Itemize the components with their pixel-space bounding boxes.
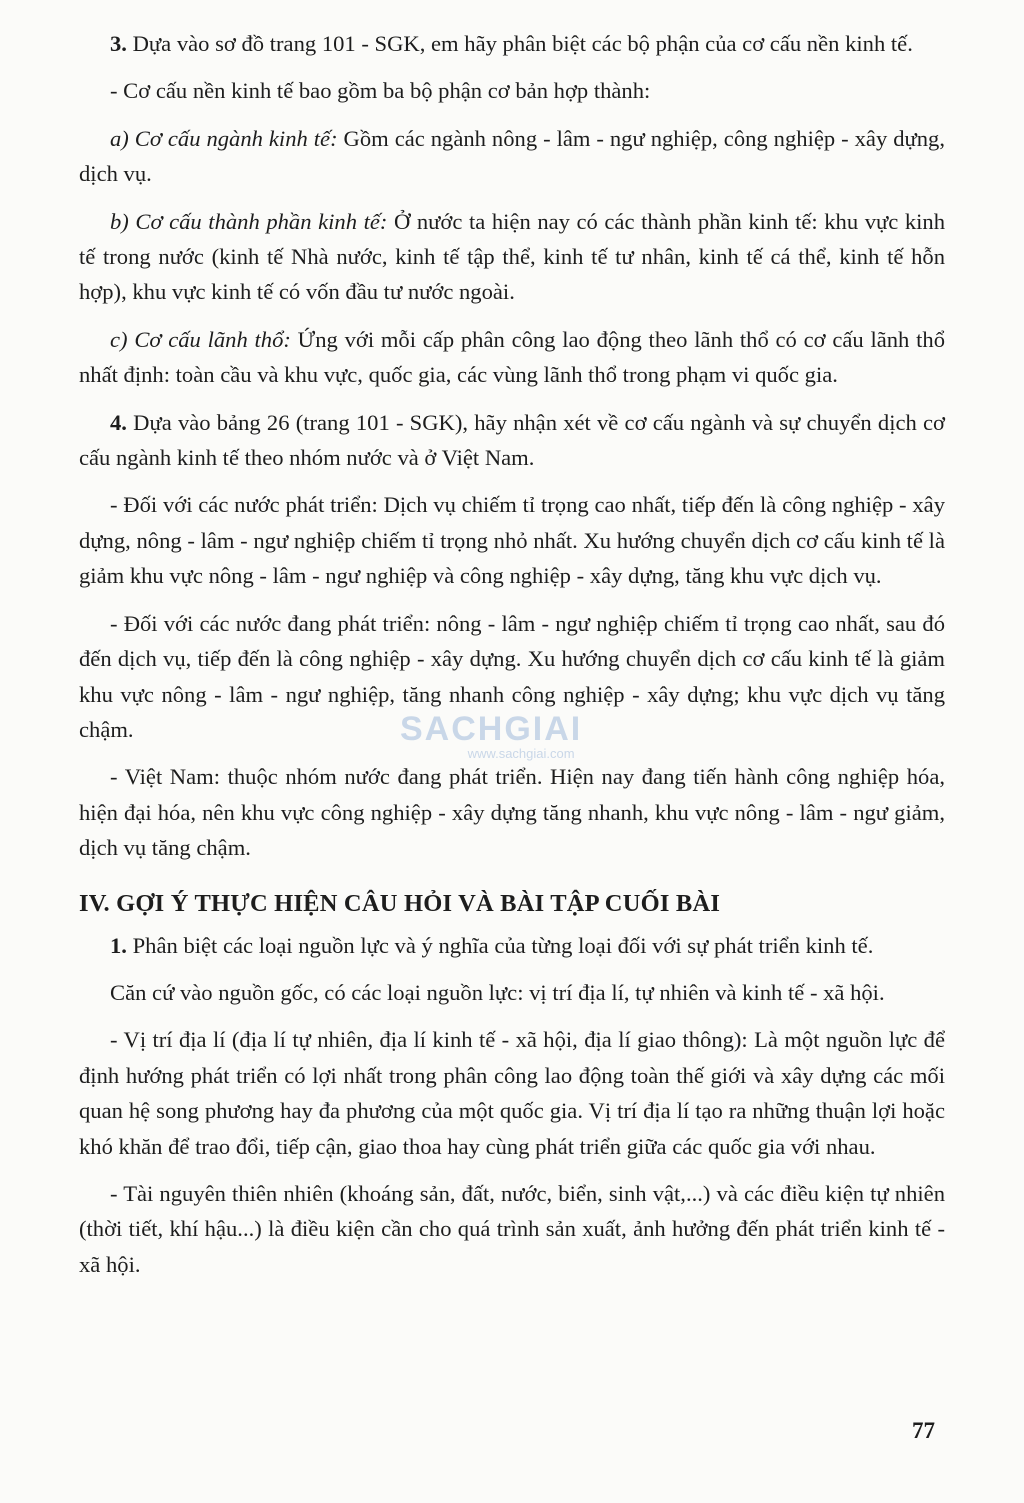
q3-b-text: Ở nước ta hiện nay có các thành phần kinh tế: khu vực kinh tế trong nước (kinh tế Nhà nước, kinh tế tập thể, kinh tế tư nhân, kinh tế cá thể, kinh tế hỗn hợp), khu vực kinh tế có vốn đầu tư nước ngoài. xyxy=(79,208,946,305)
q3-a-text: Gồm các ngành nông - lâm - ngư nghiệp, công nghiệp - xây dựng, dịch vụ. xyxy=(79,125,945,187)
q4-text: Dựa vào bảng 26 (trang 101 - SGK), hãy nhận xét về cơ cấu ngành và sự chuyển dịch cơ cấu ngành kinh tế theo nhóm nước và ở Việt Nam. xyxy=(79,409,945,471)
s4-paragraph-3: - Tài nguyên thiên nhiên (khoáng sản, đất, nước, biển, sinh vật,...) và các điều kiện tự nhiên (thời tiết, khí hậu...) là điều kiện cần cho quá trình sản xuất, ảnh hưởng đến phát triển kinh tế - xã hội. xyxy=(79,1180,945,1277)
q3-item-b xyxy=(79,204,945,310)
s4-q1-text: Phân biệt các loại nguồn lực và ý nghĩa của từng loại đối với sự phát triển kinh tế. xyxy=(126,932,874,958)
q3-b-label: b) Cơ cấu thành phần kinh tế: xyxy=(110,208,388,234)
q3-c-text: Ứng với mỗi cấp phân công lao động theo lãnh thổ có cơ cấu lãnh thổ nhất định: toàn cầu và khu vực, quốc gia, các vùng lãnh thổ trong phạm vi quốc gia. xyxy=(79,326,945,388)
q3-item-a xyxy=(79,121,945,192)
watermark-main: SACHGIAI xyxy=(400,710,583,748)
s4-q1-question xyxy=(79,928,945,963)
watermark-url: www.sachgiai.com xyxy=(467,746,575,761)
q3-text: Dựa vào sơ đồ trang 101 - SGK, em hãy phân biệt các bộ phận của cơ cấu nền kinh tế. xyxy=(126,31,913,56)
q4-number: 4. xyxy=(110,409,127,435)
s4-paragraph-1: Căn cứ vào nguồn gốc, có các loại nguồn lực: vị trí địa lí, tự nhiên và kinh tế - xã hội. xyxy=(110,979,885,1005)
section-heading: IV. GỢI Ý THỰC HIỆN CÂU HỎI VÀ BÀI TẬP CUỐI BÀI xyxy=(79,889,721,917)
q4-vietnam: - Việt Nam: thuộc nhóm nước đang phát triển. Hiện nay đang tiến hành công nghiệp hóa, hiện đại hóa, nên khu vực công nghiệp - xây dựng tăng nhanh, khu vực nông - lâm - ngư giảm, dịch vụ tăng chậm. xyxy=(79,764,945,861)
q3-question xyxy=(79,26,945,61)
page-number: 77 xyxy=(912,1418,935,1443)
page-content xyxy=(79,26,945,1294)
q4-question xyxy=(79,405,945,476)
q3-number: 3. xyxy=(110,31,127,56)
s4-q1-number: 1. xyxy=(110,932,127,958)
q4-developing: - Đối với các nước đang phát triển: nông - lâm - ngư nghiệp chiếm tỉ trọng cao nhất, sau đó đến dịch vụ, tiếp đến là công nghiệp - xây dựng. Xu hướng chuyển dịch cơ cấu kinh tế là giảm khu vực nông - lâm - ngư nghiệp, tăng nhanh công nghiệp - xây dựng; khu vực dịch vụ tăng chậm. xyxy=(79,610,945,742)
q3-item-c xyxy=(79,322,945,393)
q4-developed: - Đối với các nước phát triển: Dịch vụ chiếm tỉ trọng cao nhất, tiếp đến là công nghiệp - xây dựng, nông - lâm - ngư nghiệp chiếm tỉ trọng nhỏ nhất. Xu hướng chuyển dịch cơ cấu kinh tế là giảm khu vực nông - lâm - ngư nghiệp và công nghiệp - xây dựng, tăng khu vực dịch vụ. xyxy=(79,492,945,589)
q3-intro: - Cơ cấu nền kinh tế bao gồm ba bộ phận cơ bản hợp thành: xyxy=(110,78,651,104)
q3-a-label: a) Cơ cấu ngành kinh tế: xyxy=(110,125,338,151)
s4-paragraph-2: - Vị trí địa lí (địa lí tự nhiên, địa lí kinh tế - xã hội, địa lí giao thông): Là một nguồn lực để định hướng phát triển có lợi nhất trong phân công lao động toàn thế giới và xây dựng các mối quan hệ song phương hay đa phương của một quốc gia. Vị trí địa lí tạo ra những thuận lợi hoặc khó khăn để trao đổi, tiếp cận, giao thoa hay cùng phát triển giữa các quốc gia với nhau. xyxy=(79,1027,945,1159)
q3-c-label: c) Cơ cấu lãnh thổ: xyxy=(110,326,291,352)
